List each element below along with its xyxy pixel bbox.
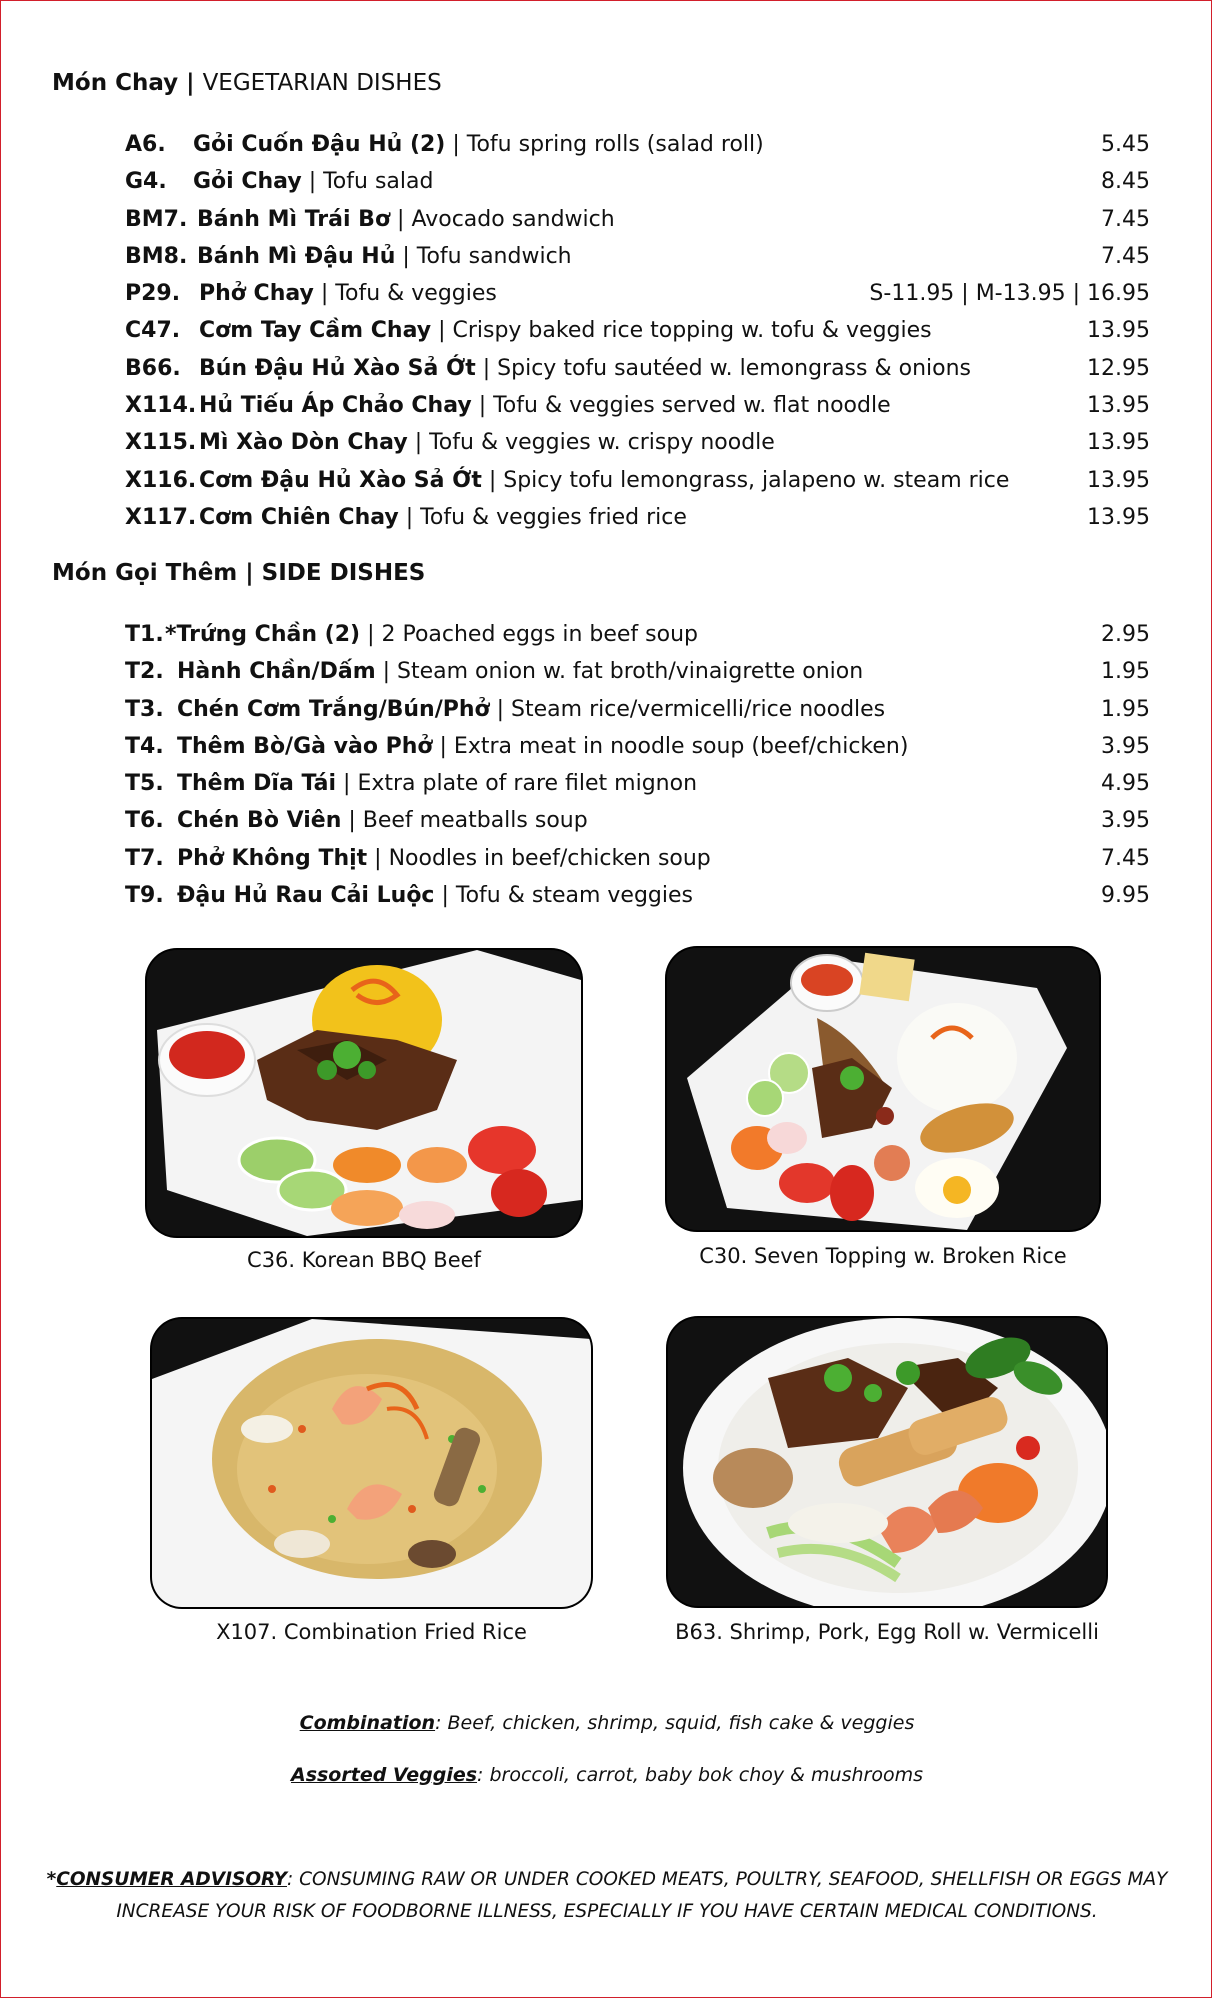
assorted-veggies-note [0,1764,1214,1786]
menu-item [125,424,1150,461]
item-name: Chén Bò Viên [177,808,342,834]
item-code: T3. [125,696,164,722]
menu-item [125,691,1150,728]
menu-item [125,126,1150,163]
menu-item [125,238,1150,275]
item-code: X116. [125,467,197,493]
item-code: BM8. [125,243,188,269]
item-name: Gỏi Cuốn Đậu Hủ (2) [193,132,446,157]
item-desc: | Spicy tofu lemongrass, jalapeno w. steam rice [481,467,1010,493]
item-name: Hành Chần/Dấm [177,659,376,685]
item-desc: | Tofu & steam veggies [434,883,693,909]
photo-caption: C30. Seven Topping w. Broken Rice [699,1244,1067,1268]
vegetarian-section-title [52,70,442,96]
photo-caption: X107. Combination Fried Rice [216,1620,527,1644]
item-desc: | Tofu & veggies fried rice [398,504,687,530]
item-name: Mì Xào Dòn Chay [199,430,408,456]
photo-caption: B63. Shrimp, Pork, Egg Roll w. Vermicelli [675,1620,1099,1644]
menu-item [125,201,1150,238]
item-name: Gỏi Chay [193,169,302,195]
combination-text: : Beef, chicken, shrimp, squid, fish cake & veggies [435,1712,915,1734]
menu-item [125,840,1150,877]
combination-label: Combination [299,1712,436,1734]
item-price: 13.95 [1087,430,1150,456]
item-desc: | Beef meatballs soup [341,808,588,834]
item-price: 7.45 [1101,206,1150,232]
item-name: Cơm Đậu Hủ Xào Sả Ớt [199,467,482,493]
menu-item [125,802,1150,839]
item-name: Chén Cơm Trắng/Bún/Phở [177,696,490,722]
item-price: 7.45 [1101,243,1150,269]
item-desc: | Crispy baked rice topping w. tofu & veggies [431,318,932,344]
side-menu-list [125,616,1150,914]
menu-item [125,387,1150,424]
food-photo-korean-bbq-beef [147,950,581,1236]
menu-item [125,275,1150,312]
item-name: Phở Chay [199,281,314,307]
item-desc: | Extra plate of rare filet mignon [336,771,698,797]
item-price: S-11.95 | M-13.95 | 16.95 [869,281,1150,307]
item-name: Bánh Mì Trái Bơ [197,206,391,232]
consumer-advisory [40,1864,1174,1928]
item-desc: | Spicy tofu sautéed w. lemongrass & onions [475,355,972,381]
item-price: 13.95 [1087,318,1150,344]
item-name: Thêm Bò/Gà vào Phở [177,733,433,759]
item-desc: | Tofu spring rolls (salad roll) [445,132,764,157]
item-price: 4.95 [1101,771,1150,797]
item-name: Thêm Dĩa Tái [177,771,337,797]
item-code: C47. [125,318,181,344]
item-name: Đậu Hủ Rau Cải Luộc [177,883,435,909]
advisory-text: : CONSUMING RAW OR UNDER COOKED MEATS, POULTRY, SEAFOOD, SHELLFISH OR EGGS MAY INCREASE YOUR RISK OF FOODBORNE ILLNESS, ESPECIALLY IF YOU HAVE CERTAIN MEDICAL CONDITIONS. [116,1869,1168,1922]
item-price: 12.95 [1087,355,1150,381]
item-price: 8.45 [1101,169,1150,195]
menu-item [125,462,1150,499]
veggies-label: Assorted Veggies [290,1764,478,1786]
item-code: T2. [125,659,164,685]
food-photo-seven-topping-broken-rice [667,948,1099,1230]
item-price: 13.95 [1087,504,1150,530]
item-code: P29. [125,281,181,307]
item-code: T9. [125,883,164,909]
item-price: 7.45 [1101,845,1150,871]
item-name: Bún Đậu Hủ Xào Sả Ớt [199,355,476,381]
item-name: Phở Không Thịt [177,845,368,871]
combination-note [0,1712,1214,1734]
menu-item [125,163,1150,200]
menu-item [125,499,1150,536]
item-code: BM7. [125,206,188,232]
item-code: X114. [125,393,197,419]
item-desc: | Extra meat in noodle soup (beef/chicken) [432,733,909,759]
menu-item [125,312,1150,349]
advisory-asterisk: * [46,1869,57,1890]
item-price: 3.95 [1101,808,1150,834]
item-price: 13.95 [1087,393,1150,419]
item-code: A6. [125,132,166,157]
item-desc: | Steam rice/vermicelli/rice noodles [489,696,886,722]
item-name: *Trứng Chần (2) [165,622,361,647]
item-name: Hủ Tiếu Áp Chảo Chay [199,393,472,419]
item-price: 13.95 [1087,467,1150,493]
item-code: T7. [125,845,164,871]
item-price: 2.95 [1101,622,1150,647]
menu-item [125,616,1150,653]
item-code: B66. [125,355,181,381]
side-section-title: Món Gọi Thêm | SIDE DISHES [52,560,426,586]
item-name: Cơm Tay Cầm Chay [199,318,432,344]
advisory-label: CONSUMER ADVISORY [56,1869,287,1890]
vegetarian-title-en: VEGETARIAN DISHES [202,70,442,96]
item-price: 3.95 [1101,733,1150,759]
item-price: 1.95 [1101,659,1150,685]
item-code: G4. [125,169,167,195]
photo-caption: C36. Korean BBQ Beef [247,1248,481,1272]
item-code: X115. [125,430,197,456]
menu-item [125,765,1150,802]
item-price: 9.95 [1101,883,1150,909]
vegetarian-title-sep: | [178,70,203,96]
item-code: T1. [125,622,164,647]
menu-item [125,350,1150,387]
item-price: 5.45 [1101,132,1150,157]
vegetarian-menu-list [125,126,1150,536]
item-desc: | Tofu & veggies w. crispy noodle [407,430,775,456]
veggies-text: : broccoli, carrot, baby bok choy & mushrooms [477,1764,923,1786]
vegetarian-title-vn: Món Chay [52,70,179,96]
item-desc: | Noodles in beef/chicken soup [367,845,711,871]
food-photo-combination-fried-rice [152,1319,591,1607]
item-code: T5. [125,771,164,797]
menu-item [125,728,1150,765]
item-desc: | Tofu & veggies [313,281,497,307]
item-desc: | 2 Poached eggs in beef soup [360,622,698,647]
item-desc: | Tofu sandwich [395,243,572,269]
item-desc: | Avocado sandwich [390,206,615,232]
item-desc: | Tofu & veggies served w. flat noodle [471,393,891,419]
item-name: Bánh Mì Đậu Hủ [197,243,396,269]
item-price: 1.95 [1101,696,1150,722]
item-name: Cơm Chiên Chay [199,504,399,530]
item-desc: | Steam onion w. fat broth/vinaigrette onion [375,659,864,685]
item-code: X117. [125,504,197,530]
menu-item [125,653,1150,690]
item-desc: | Tofu salad [301,169,434,195]
food-photo-shrimp-pork-egg-roll-vermicelli [668,1318,1106,1606]
item-code: T6. [125,808,164,834]
menu-item [125,877,1150,914]
item-code: T4. [125,733,164,759]
